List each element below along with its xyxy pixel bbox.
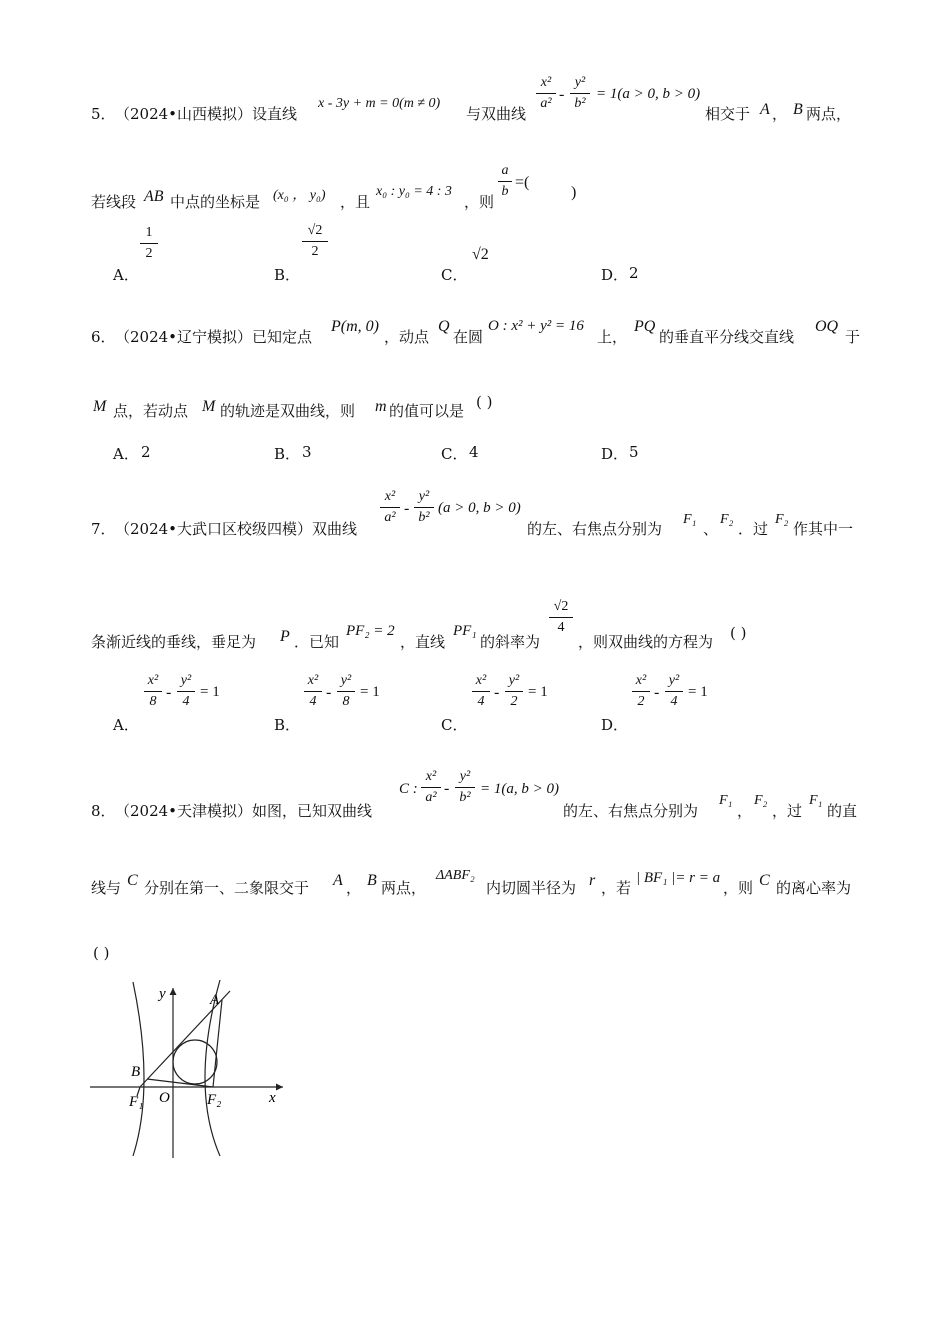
q6-perp: 的垂直平分线交直线: [659, 328, 795, 346]
q6-point-q: Q: [438, 318, 450, 335]
label-a: A: [210, 992, 220, 1008]
q6-line2-c: 的值可以是: [389, 402, 465, 420]
q7-option-d-label: D．: [601, 716, 629, 734]
q8-triangle: ΔABF₂: [436, 868, 475, 883]
q5-point-b: B: [793, 101, 803, 118]
q8-curve-c: C :: [399, 781, 418, 797]
label-y: y: [159, 986, 166, 1002]
q7-then: ，则双曲线的方程为: [578, 633, 714, 651]
q6-answer-paren: ( ): [476, 393, 493, 411]
q5-option-b-value: √2 2: [302, 222, 328, 261]
q6-option-d-value: 5: [629, 443, 639, 461]
q7-pf1: PF₁: [453, 623, 477, 639]
q6-point-m: M: [93, 398, 107, 415]
q8-f1: F₁: [719, 793, 733, 808]
q6-point-p: P(m, 0): [331, 318, 379, 335]
q5-line2-a: 若线段: [91, 193, 137, 211]
q8-line2-a: 线与: [91, 879, 122, 897]
q8-source: （2024•天津模拟）如图，已知双曲线: [115, 802, 373, 820]
q7-f2: F₂: [720, 512, 734, 527]
q6-source: （2024•辽宁模拟）已知定点: [115, 328, 313, 346]
q6-in-circle: 在圆: [453, 328, 484, 346]
q5-line2-b: 中点的坐标是: [170, 193, 261, 211]
q7-source: （2024•大武口区校级四模）双曲线: [115, 520, 358, 538]
q5-option-a-label: A．: [113, 266, 139, 284]
q8-straight: 的直: [827, 802, 858, 820]
label-f2: F₂: [207, 1092, 222, 1108]
q7-line2-a: 条渐近线的垂线，垂足为: [91, 633, 257, 651]
q7-option-a-label: A．: [113, 716, 139, 734]
q8-figure: [85, 978, 295, 1163]
q7-minus: -: [404, 500, 410, 517]
q6-option-c-value: 4: [469, 443, 479, 461]
q5-comma: ，: [772, 105, 788, 123]
q8-comma: ，: [737, 802, 753, 820]
q7-foci: 的左、右焦点分别为: [527, 520, 663, 538]
q8-minus: -: [444, 780, 450, 797]
q6-var-m: m: [375, 398, 387, 415]
q7-point-p: P: [280, 628, 290, 645]
q5-with: 与双曲线: [466, 105, 527, 123]
q7-through: ．过: [738, 520, 769, 538]
q6-line2-a: 点，若动点: [113, 402, 189, 420]
q8-radius-r: r: [589, 872, 596, 889]
label-f1: F₁: [129, 1094, 144, 1110]
q6-option-a-value: 2: [141, 443, 151, 461]
q5-ratio: x₀ : y₀ = 4 : 3: [376, 184, 452, 199]
q8-hyp-tail: = 1(a, b > 0): [480, 781, 559, 797]
q6-move: ，动点: [384, 328, 430, 346]
q7-hyp-tail: (a > 0, b > 0): [438, 500, 521, 516]
q8-ecc: 的离心率为: [776, 879, 852, 897]
q5-frac-y: y² b²: [570, 74, 590, 113]
q8-answer-paren: ( ): [93, 944, 110, 962]
q7-option-b-label: B．: [274, 716, 301, 734]
q5-line2-c: ，且: [340, 193, 371, 211]
q6-option-c-label: C．: [441, 445, 468, 463]
q5-source: （2024•山西模拟）设直线: [115, 105, 298, 123]
q8-line2-b: 分别在第一、二象限交于: [144, 879, 310, 897]
q5-eq-paren: =(: [515, 174, 530, 191]
q6-line2-b: 的轨迹是双曲线，则: [220, 402, 356, 420]
q5-option-c-value: √2: [472, 246, 489, 263]
q6-option-d-label: D．: [601, 445, 629, 463]
q5-option-d-label: D．: [601, 266, 629, 284]
q6-at: 于: [845, 328, 861, 346]
q7-slope-value: √2 4: [549, 598, 573, 637]
q5-segment-ab: AB: [144, 188, 164, 205]
q7-option-c-label: C．: [441, 716, 468, 734]
q8-then: ，则: [723, 879, 754, 897]
q5-midpoint: (x₀ ， y₀): [273, 188, 326, 203]
q6-option-b-value: 3: [302, 443, 312, 461]
q6-number: 6．: [91, 328, 116, 346]
q5-number: 5．: [91, 105, 116, 123]
q6-on: 上，: [597, 328, 628, 346]
q7-answer-paren: ( ): [730, 624, 747, 642]
q5-option-a-value: 1 2: [140, 224, 158, 263]
q8-incircle: 内切圆半径为: [486, 879, 577, 897]
q6-option-b-label: B．: [274, 445, 301, 463]
q5-two-points: 两点，: [806, 105, 852, 123]
q7-frac-y: y² b²: [414, 488, 434, 527]
incircle: [173, 1040, 217, 1084]
q5-meet: 相交于: [705, 105, 751, 123]
q8-point-a: A: [333, 872, 343, 889]
q7-perp-one: 作其中一: [793, 520, 854, 538]
q7-f2b: F₂: [775, 512, 789, 527]
q8-number: 8．: [91, 802, 116, 820]
label-b: B: [131, 1064, 141, 1080]
q8-curve-c2: C: [127, 872, 138, 889]
q5-point-a: A: [760, 101, 770, 118]
q7-sep: 、: [703, 520, 719, 538]
q8-f1b: F₁: [809, 793, 823, 808]
q7-slope: 的斜率为: [480, 633, 541, 651]
q5-close-paren: ): [571, 184, 577, 201]
q8-comma2: ，: [346, 879, 362, 897]
q8-foci: 的左、右焦点分别为: [563, 802, 699, 820]
q8-point-b: B: [367, 872, 377, 889]
q5-frac-x: x² a²: [536, 74, 556, 113]
q8-f2: F₂: [754, 793, 768, 808]
q6-option-a-label: A．: [113, 445, 139, 463]
label-o: O: [159, 1090, 170, 1106]
q5-frac-ab: a b: [498, 162, 512, 201]
q8-frac-x: x² a²: [421, 768, 441, 807]
q7-frac-x: x² a²: [380, 488, 400, 527]
segment-a-f2: [213, 1000, 222, 1087]
q5-hyp-tail: = 1(a > 0, b > 0): [596, 86, 701, 102]
q5-option-c-label: C．: [441, 266, 468, 284]
q7-line: ，直线: [400, 633, 446, 651]
q8-condition: | BF₁ |= r = a: [636, 870, 721, 886]
q8-frac-y: y² b²: [455, 768, 475, 807]
q5-line-equation: x - 3y + m = 0(m ≠ 0): [318, 96, 441, 111]
q8-two: 两点，: [381, 879, 427, 897]
q8-if: ，若: [601, 879, 632, 897]
q5-option-d-value: 2: [629, 264, 639, 282]
label-x: x: [269, 1090, 276, 1106]
q6-point-m2: M: [202, 398, 216, 415]
q5-line2-d: ，则: [464, 193, 495, 211]
q6-segment-pq: PQ: [634, 318, 656, 335]
q7-f1: F₁: [683, 512, 697, 527]
q8-through: ，过: [772, 802, 803, 820]
q5-minus: -: [559, 86, 565, 103]
q7-pf2: PF₂ = 2: [346, 623, 395, 639]
q8-curve-c3: C: [759, 872, 770, 889]
q6-circle-eq: O : x² + y² = 16: [488, 318, 584, 334]
q6-line-oq: OQ: [815, 318, 839, 335]
q7-number: 7．: [91, 520, 116, 538]
q5-option-b-label: B．: [274, 266, 301, 284]
q7-known: ．已知: [294, 633, 340, 651]
